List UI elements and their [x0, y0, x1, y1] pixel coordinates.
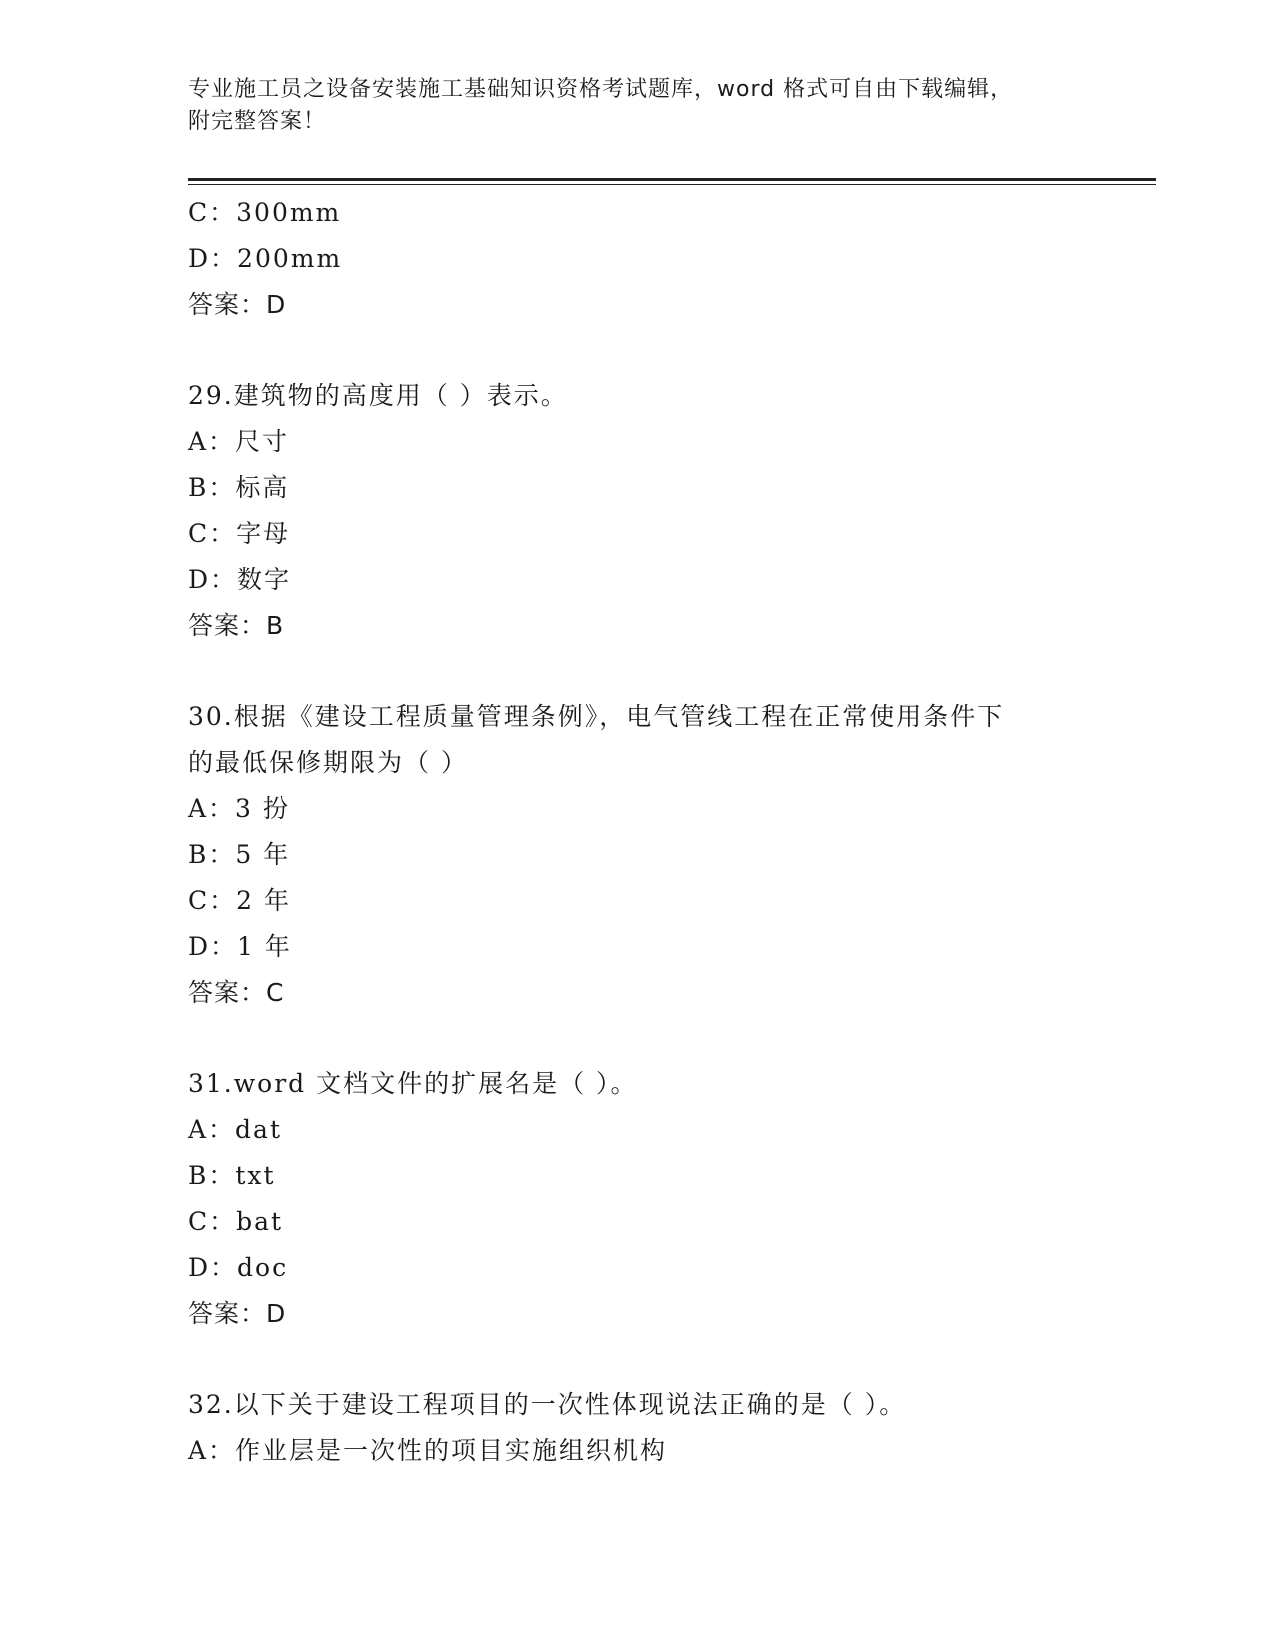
question-30 [188, 694, 1156, 1016]
option-d: D：200mm [188, 244, 343, 273]
option-d: D：doc [188, 1253, 289, 1282]
option-b: B：txt [188, 1161, 276, 1190]
question-list [188, 190, 1156, 1474]
option-b: B：5 年 [188, 840, 291, 869]
option-c: C：字母 [188, 519, 291, 548]
question-28-tail [188, 190, 1156, 328]
option-d: D：1 年 [188, 932, 292, 961]
question-stem: 29.建筑物的高度用（ ）表示。 [188, 381, 568, 410]
question-31 [188, 1061, 1156, 1337]
option-a: A：dat [188, 1115, 283, 1144]
option-b: B：标高 [188, 473, 290, 502]
question-stem-line-2: 的最低保修期限为（ ） [188, 748, 468, 777]
option-a: A：3 扮 [188, 794, 290, 823]
question-stem-line-1: 30.根据《建设工程质量管理条例》，电气管线工程在正常使用条件下 [188, 702, 1005, 731]
option-a: A：作业层是一次性的项目实施组织机构 [188, 1436, 668, 1465]
document-header [188, 74, 1088, 138]
option-d: D：数字 [188, 565, 292, 594]
answer: 答案：D [188, 290, 287, 319]
answer: 答案：B [188, 611, 285, 640]
answer: 答案：D [188, 1299, 287, 1328]
header-line-2: 附完整答案！ [188, 109, 327, 134]
option-a: A：尺寸 [188, 427, 290, 456]
option-c: C：300mm [188, 198, 342, 227]
question-32 [188, 1382, 1156, 1474]
header-rule-thin [188, 184, 1156, 185]
question-stem: 31.word 文档文件的扩展名是（ ）。 [188, 1069, 638, 1098]
question-stem: 32.以下关于建设工程项目的一次性体现说法正确的是（ ）。 [188, 1390, 907, 1419]
option-c: C：2 年 [188, 886, 291, 915]
header-line-1: 专业施工员之设备安装施工基础知识资格考试题库，word 格式可自由下载编辑， [188, 77, 1014, 102]
question-29 [188, 373, 1156, 649]
answer: 答案：C [188, 978, 285, 1007]
header-rule-thick [188, 178, 1156, 181]
option-c: C：bat [188, 1207, 284, 1236]
